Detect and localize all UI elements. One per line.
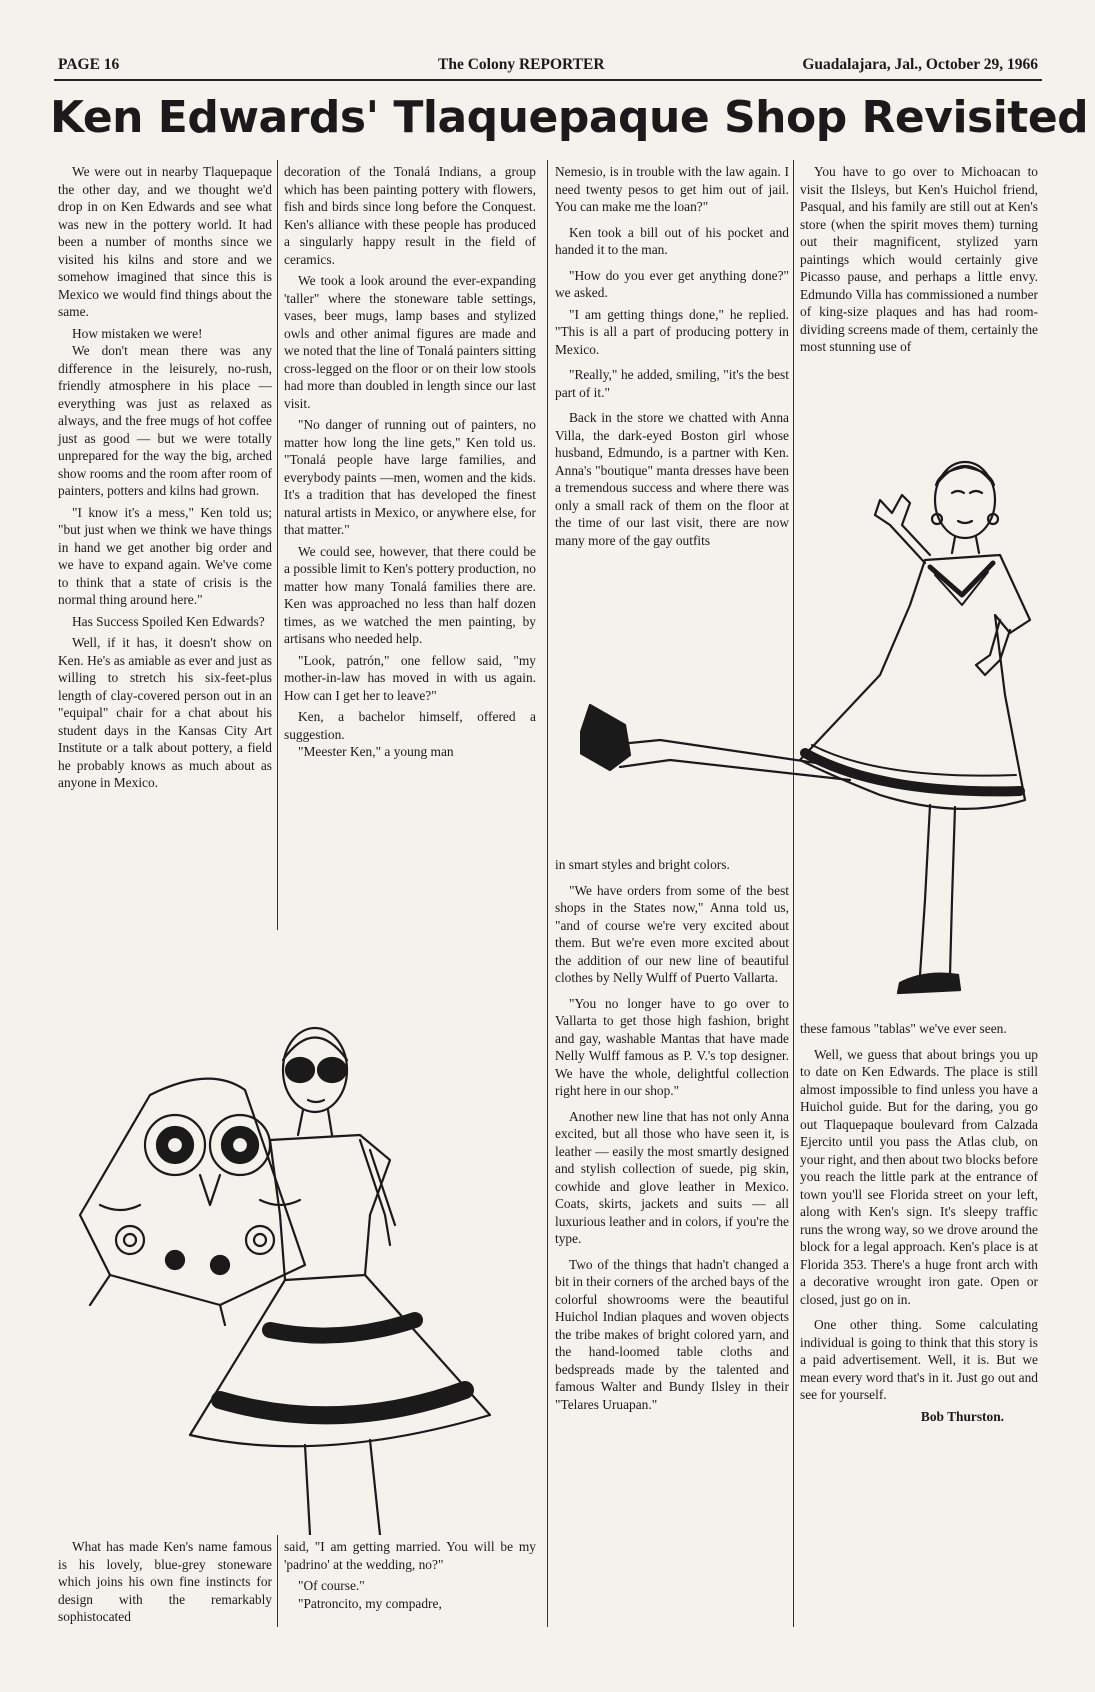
column-rule [277, 1535, 278, 1627]
paragraph: "Of course." [298, 1578, 365, 1593]
column-rule [547, 160, 548, 1627]
paragraph: We took a look around the ever-expanding 'taller" where the stoneware table settings, vases, beer mugs, lamp bases and stylized owls and other animal figures are made and we noted that the line of Tonalá painters sitting cross-legged on the floor or on their low stools had more than doubled in length since our last visit. [284, 273, 536, 411]
paragraph: "No danger of running out of painters, no matter how long the line gets," Ken told us. "Tonalá people have large families, and everybody paints —men, women and the kids. It's a tradition that has developed the finest natural artists in Mexico, or anywhere else, for that matter." [284, 417, 536, 537]
paragraph: these famous "tablas" we've ever seen. [800, 1021, 1007, 1036]
paragraph: "I know it's a mess," Ken told us; "but just when we think we have things in hand we get another big order and we have to expand again. We've come to think that a state of crisis is the normal thing around here." [58, 504, 272, 607]
headline: Ken Edwards' Tlaquepaque Shop Revisited [50, 92, 1089, 143]
column-2-bottom [284, 1538, 536, 1616]
fashion-illustration-dress [580, 455, 1040, 1015]
paragraph: "Really," he added, smiling, "it's the best part of it." [555, 367, 789, 400]
fashion-illustration-owl-poncho [70, 1015, 530, 1535]
paragraph: "Patroncito, my compadre, [298, 1595, 442, 1611]
newspaper-name: The Colony REPORTER [438, 56, 605, 73]
paragraph: We don't mean there was any difference in the leisurely, no-rush, friendly atmosphere in his place — everything was just as relaxed as always, and the free mugs of hot coffee just as good — but we were totally unprepared for the way the big, arched show rooms and the room after room of painters, potters and kilns had grown. [58, 343, 272, 498]
paragraph: Two of the things that hadn't changed a bit in their corners of the arched bays of the colorful showrooms were the beautiful Huichol Indian plaques and woven objects the tribe makes of bright colored yarn, and the hand-loomed table cloths and bedspreads made by the talented and famous Walter and Bundy Ilsley in their "Telares Uruapan." [555, 1256, 789, 1412]
masthead-rule [54, 79, 1042, 81]
paragraph: "I am getting things done," he replied. "This is all a part of producing pottery in Mexico. [555, 306, 789, 357]
dateline: Guadalajara, Jal., October 29, 1966 [802, 56, 1038, 73]
page-number: PAGE 16 [58, 56, 120, 73]
paragraph: Another new line that has not only Anna excited, but all those who have seen it, is leather — easily the most smartly designed and stylish collection of suede, pig skin, cowhide and glove leather in Mexico. Coats, skirts, jackets and suits — all luxurious leather and in colors, if you're the type. [555, 1108, 789, 1246]
paragraph: Well, if it has, it doesn't show on Ken. He's as amiable as ever and just as willing to stretch his six-feet-plus length of clay-covered person out in an "equipal" chair for a chat about his student days in the Kansas City Art Institute or a talk about pottery, a field he probably knows as much about as anyone in Mexico. [58, 635, 272, 790]
paragraph: "You no longer have to go over to Vallarta to get those high fashion, bright and gay, washable Mantas that have made Nelly Wulff famous as P. V.'s top designer. We have the whole, delightful collection right here in our shop." [555, 995, 789, 1098]
column-4-bottom [800, 1020, 1038, 1429]
paragraph: Nemesio, is in trouble with the law again. I need twenty pesos to get him out of jail. You can make me the loan?" [555, 164, 789, 214]
paragraph: "Meester Ken," a young man [298, 744, 454, 759]
paragraph: "We have orders from some of the best shops in the States now," Anna told us, "and of course we're very excited about them. But we're even more excited about the addition of our new line of beautiful clothes by Nelly Wulff of Puerto Vallarta. [555, 882, 789, 985]
subhead: Has Success Spoiled Ken Edwards? [72, 613, 265, 629]
paragraph: How mistaken we were! [72, 325, 203, 341]
masthead [58, 56, 1038, 78]
byline: Bob Thurston. [920, 1408, 1004, 1424]
column-rule [277, 160, 278, 930]
paragraph: in smart styles and bright colors. [555, 857, 730, 872]
paragraph: Back in the store we chatted with Anna Villa, the dark-eyed Boston girl whose husband, Edmundo, is a partner with Ken. Anna's "boutique" manta dresses have been a tremendous success and where there was only a small rack of them on the floor at the time of our last visit, there are now many more of the gay outfits [555, 410, 789, 548]
paragraph: Well, we guess that about brings you up to date on Ken Edwards. The place is still almost impossible to find unless you have a Huichol guide. But for the daring, you go out Tlaquepaque boulevard from Calzada Ejercito until you pass the Atlas club, on your right, and then about two blocks before you reach the little park at the entrance of town you'll see Florida street on your left, along with Ken's sign. It's sleepy traffic runs the wrong way, so we drove around the block for a legal approach. Ken's place is at Florida 353. There's a huge front arch with a decorative wrought iron gate. Open or closed, just go on in. [800, 1046, 1038, 1307]
column-4-top [800, 163, 1038, 360]
paragraph: We were out in nearby Tlaquepaque the other day, and we thought we'd drop in on Ken Edwards and see what was new in the pottery world. It had been a number of months since we visited his kilns and store and we somehow imagined that since this is Mexico we would find things about the same. [58, 164, 272, 319]
paragraph: Ken, a bachelor himself, offered a suggestion. [284, 709, 536, 742]
paragraph: Ken took a bill out of his pocket and handed it to the man. [555, 224, 789, 257]
column-1-bottom [58, 1538, 272, 1630]
paragraph: "Look, patrón," one fellow said, "my mother-in-law has moved in with us again. How can I get her to leave?" [284, 652, 536, 703]
paragraph: "How do you ever get anything done?" we asked. [555, 267, 789, 300]
paragraph: You have to go over to Michoacan to visit the Ilsleys, but Ken's Huichol friend, Pasqual, and his family are still out at Ken's store (when the spirit moves them) turning out their magnificent, stylized yarn paintings which would certainly give Picasso pause, and perhaps a little envy. Edmundo Villa has commissioned a number of king-size plaques and has had room-dividing screens made of them, certainly the most stunning use of [800, 164, 1038, 354]
paragraph: We could see, however, that there could be a possible limit to Ken's pottery production, no matter how many Tonalá families there are. Ken was approached no less than half dozen times, as we watched the men painting, by artisans who needed help. [284, 543, 536, 646]
paragraph: What has made Ken's name famous is his lovely, blue-grey stoneware which joins his own fine instincts for design with the remarkably sophistocated [58, 1539, 272, 1624]
paragraph: said, "I am getting married. You will be my 'padrino' at the wedding, no?" [284, 1539, 536, 1572]
paragraph: decoration of the Tonalá Indians, a group which has been painting pottery with flowers, fish and birds since long before the Conquest. Ken's alliance with these people has produced a singularly happy result in the field of ceramics. [284, 164, 536, 267]
column-1-top [58, 163, 272, 796]
paragraph: One other thing. Some calculating individual is going to think that this story is a paid advertisement. Well, it is. But we mean every word that's in it. Just go out and see for yourself. [800, 1317, 1038, 1402]
column-2-top [284, 163, 536, 765]
